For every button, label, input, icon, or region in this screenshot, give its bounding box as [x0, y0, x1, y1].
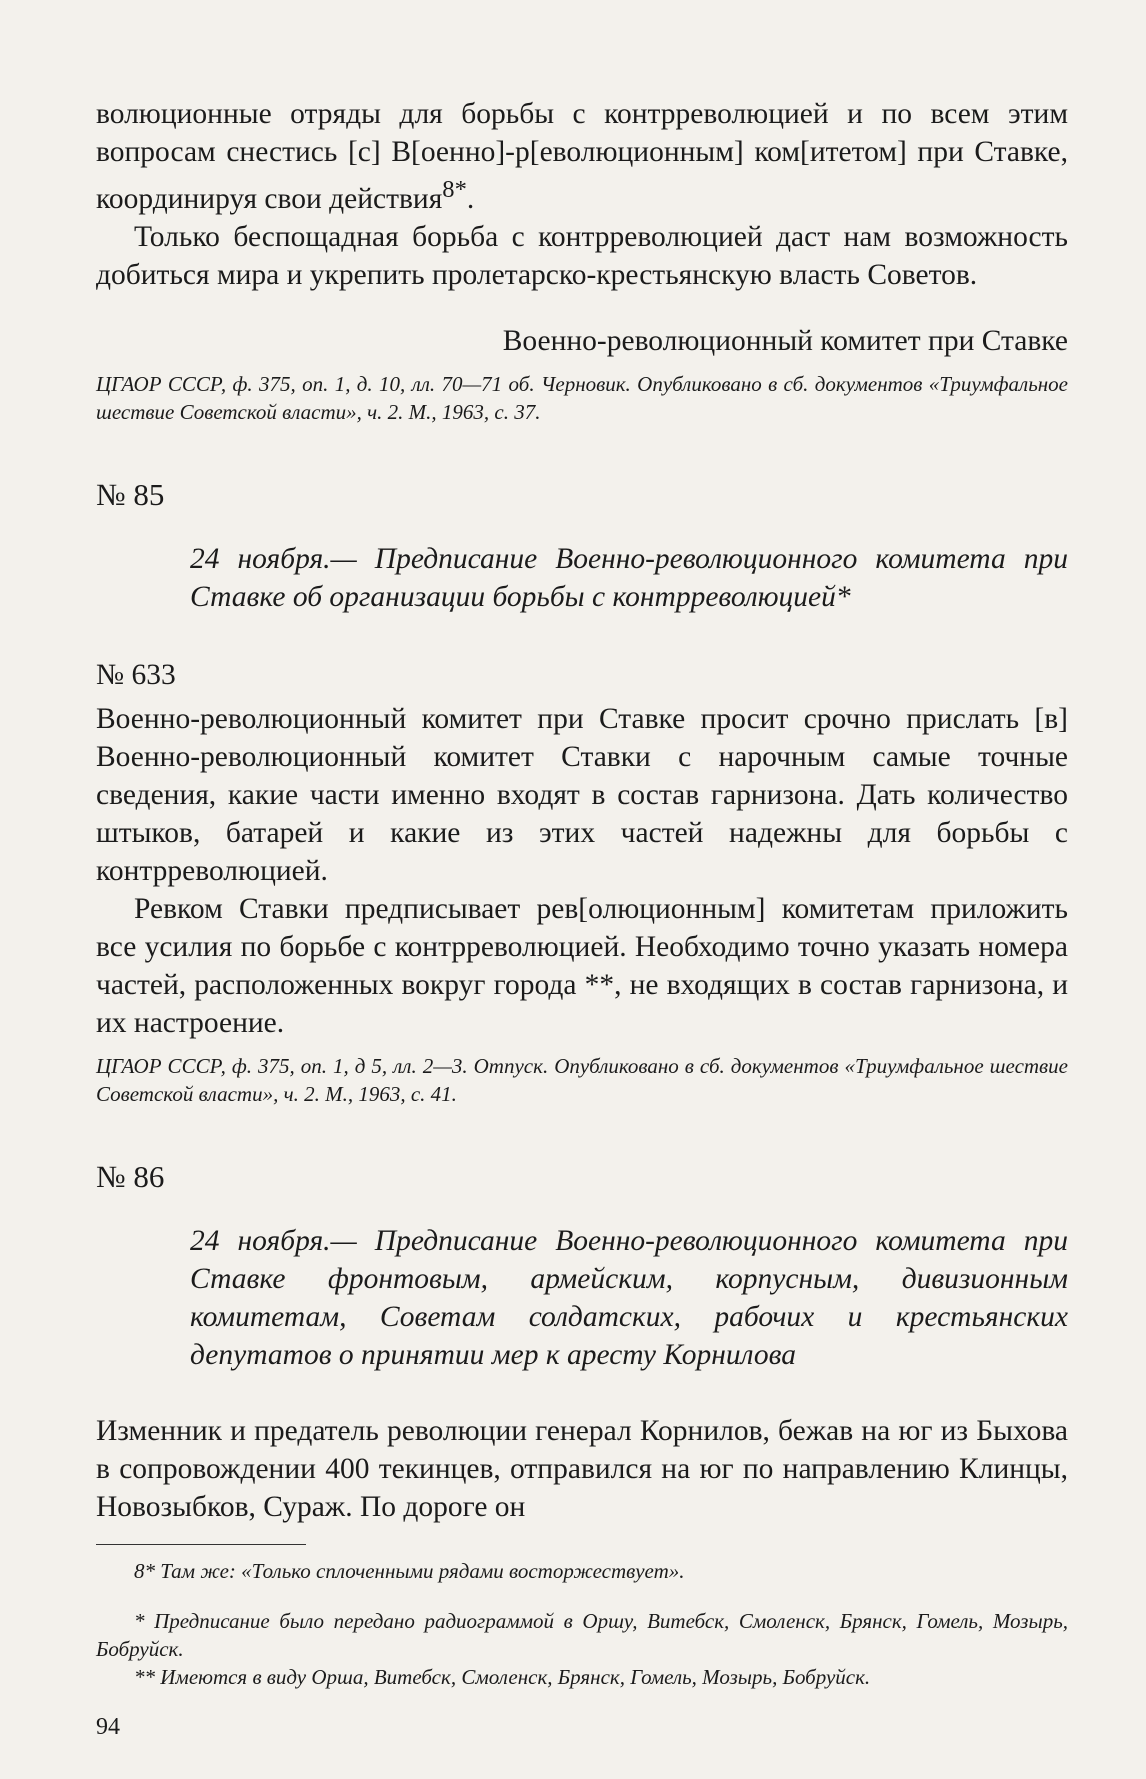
outgoing-number: № 633 [96, 658, 176, 691]
paragraph-text: Ревком Ставки предписывает рев[олюционным] комитетам приложить все усилия по борьбе с контрреволюцией. Необходимо точно указать номера частей, расположенных вокруг города [96, 892, 1068, 1001]
document-paragraph: Изменник и предатель революции генерал Корнилов, бежав на юг из Быхова в сопровождении 400 текинцев, отправился на юг по направлению Клинцы, Новозыбков, Сураж. По дороге он [96, 1414, 1068, 1523]
footnote [96, 1663, 1068, 1691]
continuation-end: . [466, 182, 475, 215]
footnote-ref: 8* [442, 176, 467, 203]
footnote-mark: 8* [134, 1558, 155, 1583]
source-citation: ЦГАОР СССР, ф. 375, оп. 1, д. 10, лл. 70—71 об. Черновик. Опубликовано в сб. документов «Триумфальное шествие Советской власти», ч. 2. М., 1963, с. 37. [96, 371, 1068, 424]
footnote-ref: * [835, 580, 851, 613]
footnote [96, 1557, 1068, 1585]
signature: Военно-революционный комитет при Ставке [502, 324, 1068, 357]
document-title: 24 ноября.— Предписание Военно-революционного комитета при Ставке фронтовым, армейским, корпусным, дивизионным комитетам, Советам солдатских, рабочих и крестьянских депутатов о принятии мер к аресту Корнилова [190, 1224, 1068, 1371]
footnote-text: Имеются в виду Орша, Витебск, Смоленск, Брянск, Гомель, Мозырь, Бобруйск. [160, 1664, 871, 1689]
footnote-mark: ** [134, 1664, 155, 1689]
footnote-text: Там же: «Только сплоченными рядами восторжествует». [160, 1558, 685, 1583]
footnote-mark: * [134, 1608, 145, 1633]
footnote [96, 1607, 1068, 1663]
page-number: 94 [96, 1714, 120, 1740]
document-number: № 86 [96, 1158, 165, 1194]
footnote-divider [96, 1544, 306, 1545]
continuation-paragraph-2: Только беспощадная борьба с контрреволюцией даст нам возможность добиться мира и укрепить пролетарско-крестьянскую власть Советов. [96, 220, 1068, 291]
paragraph-text-end: , не входящих в состав гарнизона, и их настроение. [96, 968, 1068, 1039]
document-paragraph-2 [96, 890, 1068, 1042]
source-citation: ЦГАОР СССР, ф. 375, оп. 1, д 5, лл. 2—3. Отпуск. Опубликовано в сб. документов «Триумфальное шествие Советской власти», ч. 2. М., 1963, с. 41. [96, 1053, 1068, 1106]
document-paragraph: Военно-революционный комитет при Ставке просит срочно прислать [в] Военно-революционный комитет Ставки с нарочным самые точные сведения, какие части именно входят в состав гарнизона. Дать количество штыков, батарей и какие из этих частей надежны для борьбы с контрреволюцией. [96, 702, 1068, 887]
document-title [190, 540, 1068, 616]
continuation-paragraph [96, 95, 1068, 218]
continuation-text: волюционные отряды для борьбы с контрреволюцией и по всем этим вопросам снестись [с] В[оенно]-р[еволюционным] ком[итетом] при Ставке, координируя свои действия [96, 98, 1068, 215]
document-number: № 85 [96, 476, 165, 512]
footnote-ref: ** [584, 968, 615, 1001]
document-title-text: 24 ноября.— Предписание Военно-революционного комитета при Ставке об организации борьбы с контрреволюцией [190, 542, 1068, 613]
footnote-text: Предписание было передано радиограммой в Оршу, Витебск, Смоленск, Брянск, Гомель, Мозырь, Бобруйск. [96, 1608, 1069, 1661]
